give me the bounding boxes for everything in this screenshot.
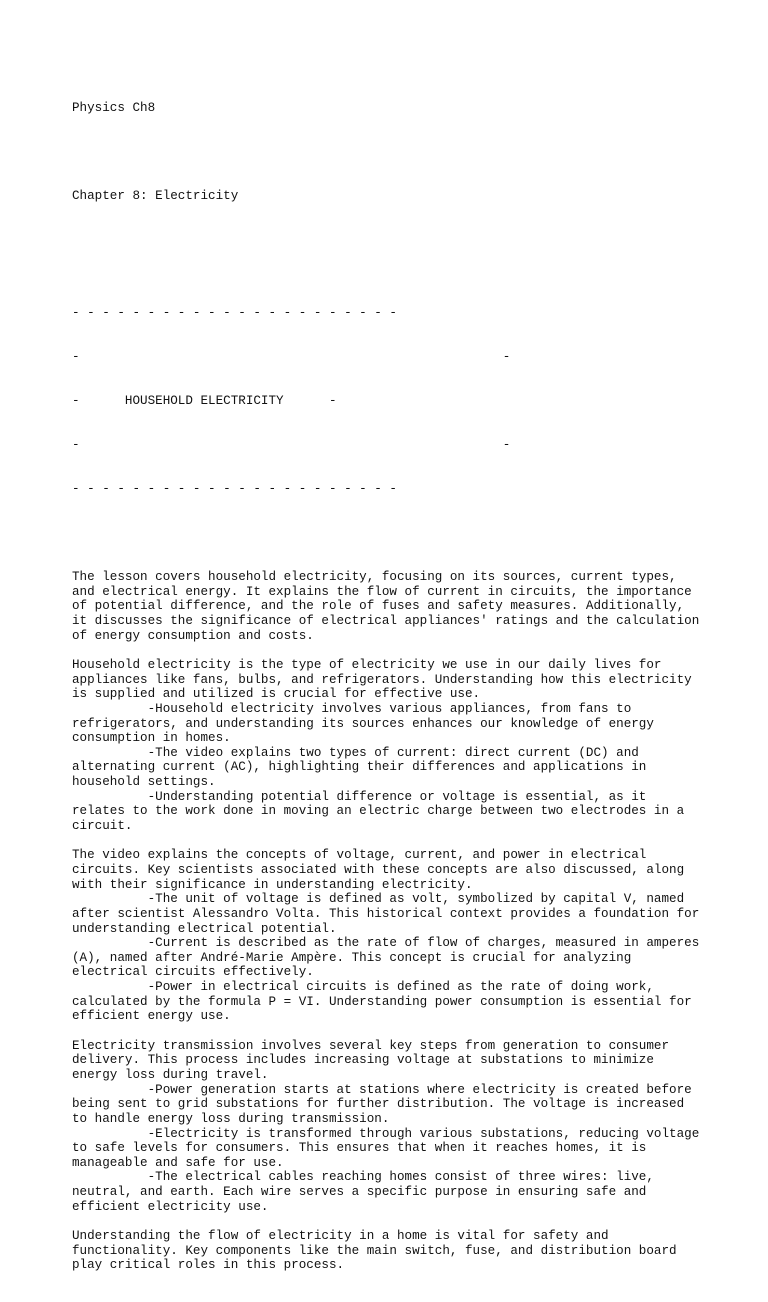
paragraph-line: to handle energy loss during transmission.	[72, 1111, 390, 1126]
paragraph-line: manageable and safe for use.	[72, 1155, 284, 1170]
paragraph	[72, 1229, 712, 1273]
paragraph-line: energy loss during travel.	[72, 1067, 269, 1082]
section-banner	[72, 277, 712, 526]
paragraph-line: (A), named after André-Marie Ampère. This concept is crucial for analyzing	[72, 950, 632, 965]
paragraph-line: -Current is described as the rate of flow of charges, measured in amperes	[72, 936, 700, 951]
paragraph-line: relates to the work done in moving an electric charge between two electrodes in a	[72, 804, 685, 819]
paragraph-line: play critical roles in this process.	[72, 1258, 345, 1273]
paragraph-line: efficient electricity use.	[72, 1199, 269, 1214]
paragraph-line: alternating current (AC), highlighting their differences and applications in	[72, 760, 647, 775]
paragraph-line: -Household electricity involves various appliances, from fans to	[72, 701, 632, 716]
blank-line	[72, 834, 712, 849]
paragraph-line: calculated by the formula P = VI. Understanding power consumption is essential for	[72, 994, 692, 1009]
blank-line	[72, 643, 712, 658]
paragraph-line: -The video explains two types of current: direct current (DC) and	[72, 745, 639, 760]
paragraph-line: and electrical energy. It explains the flow of current in circuits, the importance	[72, 584, 692, 599]
document-body	[72, 72, 712, 1302]
paragraph-line: of potential difference, and the role of fuses and safety measures. Additionally,	[72, 599, 685, 614]
paragraph-line: The video explains the concepts of voltage, current, and power in electrical	[72, 848, 647, 863]
paragraph-line: after scientist Alessandro Volta. This historical context provides a foundation for	[72, 906, 700, 921]
paragraph-line: -Power generation starts at stations where electricity is created before	[72, 1082, 692, 1097]
paragraph-line: neutral, and earth. Each wire serves a specific purpose in ensuring safe and	[72, 1185, 647, 1200]
paragraph-line: to safe levels for consumers. This ensures that when it reaches homes, it is	[72, 1141, 647, 1156]
paragraph-line: electrical circuits effectively.	[72, 965, 314, 980]
paragraph-line: appliances like fans, bulbs, and refrigerators. Understanding how this electricity	[72, 672, 692, 687]
paragraph-line: with their significance in understanding electricity.	[72, 877, 473, 892]
paragraph-line: Understanding the flow of electricity in a home is vital for safety and	[72, 1228, 609, 1243]
paragraph-line: Electricity transmission involves several key steps from generation to consumer	[72, 1038, 670, 1053]
document-header-title: Physics Ch8	[72, 101, 156, 116]
blank-line	[72, 1024, 712, 1039]
body-paragraphs	[72, 556, 712, 1273]
blank-line	[72, 145, 712, 160]
paragraph	[72, 570, 712, 643]
paragraph-line: consumption in homes.	[72, 731, 231, 746]
paragraph-line: it discusses the significance of electrical appliances' ratings and the calculation	[72, 614, 700, 629]
paragraph-line: being sent to grid substations for further distribution. The voltage is increased	[72, 1097, 685, 1112]
banner-edge-top: - -	[72, 350, 511, 365]
banner-rule-bottom: - - - - - - - - - - - - - - - - - - - - - -	[72, 482, 397, 497]
paragraph-line: refrigerators, and understanding its sources enhances our knowledge of energy	[72, 716, 654, 731]
banner-title: - HOUSEHOLD ELECTRICITY -	[72, 394, 337, 409]
paragraph-line: -Power in electrical circuits is defined as the rate of doing work,	[72, 980, 654, 995]
paragraph-line: is supplied and utilized is crucial for effective use.	[72, 687, 481, 702]
paragraph-line: The lesson covers household electricity, focusing on its sources, current types,	[72, 570, 677, 585]
paragraph-line: delivery. This process includes increasing voltage at substations to minimize	[72, 1053, 654, 1068]
paragraph	[72, 848, 712, 1024]
blank-line	[72, 556, 712, 571]
paragraph-line: Household electricity is the type of electricity we use in our daily lives for	[72, 658, 662, 672]
paragraph-line: -The unit of voltage is defined as volt, symbolized by capital V, named	[72, 892, 685, 907]
paragraph-line: of energy consumption and costs.	[72, 628, 314, 643]
blank-line	[72, 233, 712, 248]
paragraph-line: functionality. Key components like the main switch, fuse, and distribution board	[72, 1243, 677, 1258]
paragraph	[72, 658, 712, 834]
paragraph-line: circuit.	[72, 819, 133, 834]
chapter-title: Chapter 8: Electricity	[72, 189, 239, 204]
paragraph-line: household settings.	[72, 775, 216, 790]
blank-line	[72, 1214, 712, 1229]
paragraph-line: -The electrical cables reaching homes consist of three wires: live,	[72, 1170, 654, 1185]
paragraph-line: understanding electrical potential.	[72, 921, 337, 936]
paragraph-line: circuits. Key scientists associated with these concepts are also discussed, along	[72, 862, 685, 877]
banner-rule-top: - - - - - - - - - - - - - - - - - - - - - -	[72, 306, 397, 321]
paragraph-line: -Understanding potential difference or voltage is essential, as it	[72, 789, 647, 804]
paragraph	[72, 1039, 712, 1215]
paragraph-line: efficient energy use.	[72, 1009, 231, 1024]
banner-edge-bottom: - -	[72, 438, 511, 453]
paragraph-line: -Electricity is transformed through various substations, reducing voltage	[72, 1126, 700, 1141]
